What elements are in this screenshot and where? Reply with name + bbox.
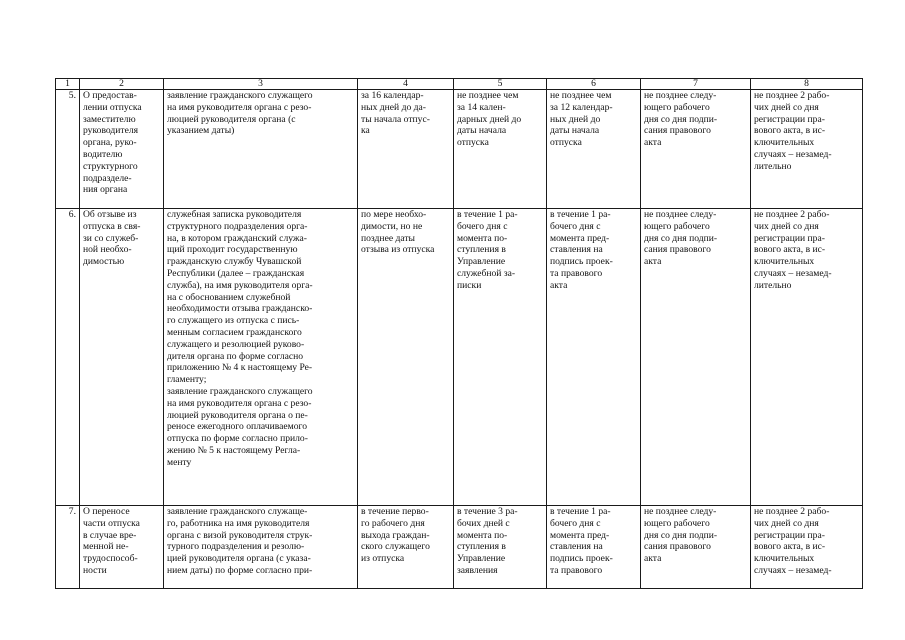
approval-deadline-cell: в течение 1 ра- бочего дня с момента пред- ставления на подпись проек- та правового акта bbox=[547, 209, 641, 506]
documents-cell: заявление гражданского служащего на имя руководителя органа с резо- люцией руководителя органа (с указанием даты) bbox=[164, 90, 358, 209]
table-row bbox=[56, 209, 863, 506]
header-row bbox=[56, 79, 863, 90]
header-cell: 5 bbox=[454, 79, 547, 90]
header-cell: 2 bbox=[80, 79, 164, 90]
row-number: 6. bbox=[56, 209, 80, 506]
document-page bbox=[55, 78, 862, 589]
submission-deadline-cell: за 16 календар- ных дней до да- ты начала отпус- ка bbox=[358, 90, 454, 209]
table-row bbox=[56, 506, 863, 589]
header-cell: 7 bbox=[641, 79, 751, 90]
submission-deadline-cell: в течение перво- го рабочего дня выхода граждан- ского служащего из отпуска bbox=[358, 506, 454, 589]
familiarization-deadline-cell: не позднее следу- ющего рабочего дня со дня подпи- сания правового акта bbox=[641, 506, 751, 589]
transfer-deadline-cell: не позднее 2 рабо- чих дней со дня регистрации пра- вового акта, в ис- ключительных случаях – незамед- лительно bbox=[751, 90, 863, 209]
header-cell: 6 bbox=[547, 79, 641, 90]
preparation-deadline-cell: не позднее чем за 14 кален- дарных дней до даты начала отпуска bbox=[454, 90, 547, 209]
header-cell: 4 bbox=[358, 79, 454, 90]
subject-cell: О предостав- лении отпуска заместителю руководителя органа, руко- водителю структурного подразделе- ния органа bbox=[80, 90, 164, 209]
header-cell: 8 bbox=[751, 79, 863, 90]
documents-cell: заявление гражданского служаще- го, работника на имя руководителя органа с визой руководителя струк- турного подразделения и резолю- цией руководителя органа (с указа- нием даты) по форме согласно при- bbox=[164, 506, 358, 589]
header-cell: 1 bbox=[56, 79, 80, 90]
procedure-table bbox=[55, 78, 863, 589]
documents-cell: служебная записка руководителя структурного подразделения орга- на, в котором гражданский служа- щий проходит государственную гражданскую службу Чувашской Республики (далее – гражданская служба), на имя руководителя орга- на с обоснованием служебной необходимости отзыва гражданско- го служащего из отпуска с пись- менным согласием гражданского служащего и резолюцией руково- дителя органа по форме согласно приложению № 4 к настоящему Ре- гламенту; заявление гражданского служащего на имя руководителя органа с резо- люцией руководителя органа о пе- реносе ежегодного оплачиваемого отпуска по форме согласно прило- жению № 5 к настоящему Регла- менту bbox=[164, 209, 358, 506]
row-number: 7. bbox=[56, 506, 80, 589]
subject-cell: О переносе части отпуска в случае вре- менной не- трудоспособ- ности bbox=[80, 506, 164, 589]
familiarization-deadline-cell: не позднее следу- ющего рабочего дня со дня подпи- сания правового акта bbox=[641, 90, 751, 209]
transfer-deadline-cell: не позднее 2 рабо- чих дней со дня регистрации пра- вового акта, в ис- ключительных случаях – незамед- bbox=[751, 506, 863, 589]
table-row bbox=[56, 90, 863, 209]
header-cell: 3 bbox=[164, 79, 358, 90]
approval-deadline-cell: в течение 1 ра- бочего дня с момента пред- ставления на подпись проек- та правового bbox=[547, 506, 641, 589]
approval-deadline-cell: не позднее чем за 12 календар- ных дней до даты начала отпуска bbox=[547, 90, 641, 209]
transfer-deadline-cell: не позднее 2 рабо- чих дней со дня регистрации пра- вового акта, в ис- ключительных случаях – незамед- лительно bbox=[751, 209, 863, 506]
preparation-deadline-cell: в течение 1 ра- бочего дня с момента по- ступления в Управление служебной за- писки bbox=[454, 209, 547, 506]
row-number: 5. bbox=[56, 90, 80, 209]
preparation-deadline-cell: в течение 3 ра- бочих дней с момента по- ступления в Управление заявления bbox=[454, 506, 547, 589]
submission-deadline-cell: по мере необхо- димости, но не позднее даты отзыва из отпуска bbox=[358, 209, 454, 506]
subject-cell: Об отзыве из отпуска в свя- зи со служеб- ной необхо- димостью bbox=[80, 209, 164, 506]
familiarization-deadline-cell: не позднее следу- ющего рабочего дня со дня подпи- сания правового акта bbox=[641, 209, 751, 506]
